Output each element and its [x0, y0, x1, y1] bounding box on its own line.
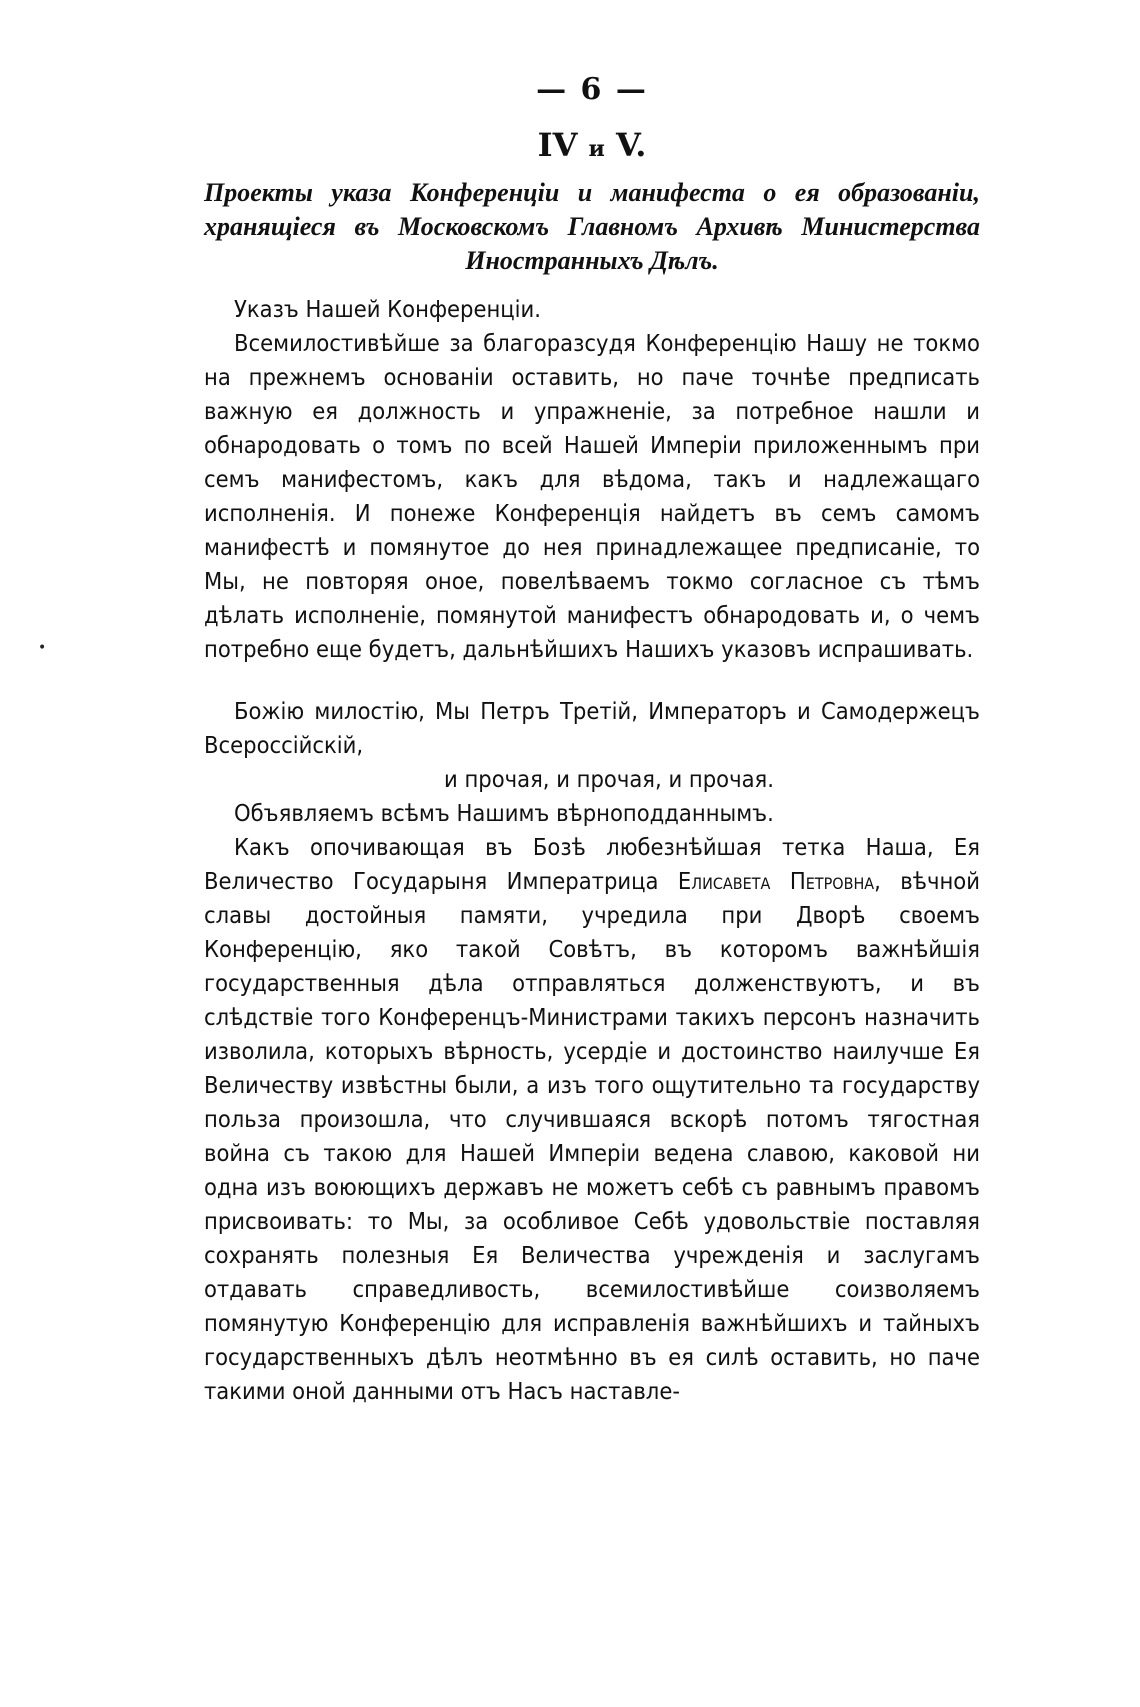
spacer [204, 666, 980, 694]
page [204, 70, 980, 1408]
section-numeral-right: V. [616, 126, 647, 164]
empress-name: Елисавета Петровна [677, 867, 875, 895]
section-numeral-left: IV [537, 126, 578, 164]
manifest-intro: Божію милостію, Мы Петръ Третій, Императоръ и Самодержецъ Всероссійскій, [204, 697, 980, 759]
ink-speck: • [38, 640, 47, 656]
manifest-body-part2: , вѣчной славы достойныя памяти, учредила при Дворѣ своемъ Конференцію, яко такой Совѣтъ, въ которомъ важнѣйшія государственныя дѣла отправляться долженствуютъ, и въ слѣдствіе того Конференцъ-Министрами такихъ персонъ назначить изволила, которыхъ вѣрность, усердіе и достоинство наилучше Ея Величеству извѣстны были, а изъ того ощутительно та государству польза произошла, что случившаяся вскорѣ потомъ тягостная война съ такою для Нашей Имперіи ведена славою, каковой ни одна изъ воюющихъ державъ не можетъ себѣ съ равнымъ правомъ присвоивать: то Мы, за особливое Себѣ удовольствіе поставляя сохранять полезныя Ея Величества учрежденія и заслугамъ отдавать справедливость, всемилостивѣйше соизволяемъ помянутую Конференцію для исправленія важнѣйшихъ и тайныхъ государственныхъ дѣлъ неотмѣнно въ ея силѣ оставить, но паче такими оной данными отъ Насъ наставле- [204, 867, 980, 1405]
section-heading [204, 124, 980, 170]
ukaz-body: Всемилостивѣйше за благоразсудя Конференцію Нашу не токмо на прежнемъ основаніи оставить, но паче точнѣе предписать важную ея должность и упражненіе, за потребное нашли и обнародовать о томъ по всей Нашей Имперіи приложеннымъ при семъ манифестомъ, какъ для вѣдома, такъ и надлежащаго исполненія. И понеже Конференція найдетъ въ семъ самомъ манифестѣ и помянутое до нея принадлежащее предписаніе, то Мы, не повторяя оное, повелѣваемъ токмо согласное съ тѣмъ дѣлать исполненіе, помянутой манифестъ обнародовать и, о чемъ потребно еще будетъ, дальнѣйшихъ Нашихъ указовъ испрашивать. [204, 329, 980, 663]
manifest-body [204, 830, 980, 1408]
manifest-announce: Объявляемъ всѣмъ Нашимъ вѣрноподданнымъ. [234, 799, 774, 827]
ukaz-title: Указъ Нашей Конференціи. [234, 295, 542, 323]
document-subtitle: Проекты указа Конференціи и манифеста о ея образованіи, хранящіеся въ Московскомъ Главномъ Архивѣ Министерства Иностранныхъ Дѣлъ. [204, 178, 980, 275]
manifest-body-part1: Какъ опочивающая въ Бозѣ любезнѣйшая тетка Наша, Ея Величество Государыня Императрица [204, 833, 980, 895]
section-conjunction: и [588, 136, 605, 162]
manifest-etc: и прочая, и прочая, и прочая. [444, 765, 774, 793]
page-number: — 6 — [536, 72, 648, 107]
